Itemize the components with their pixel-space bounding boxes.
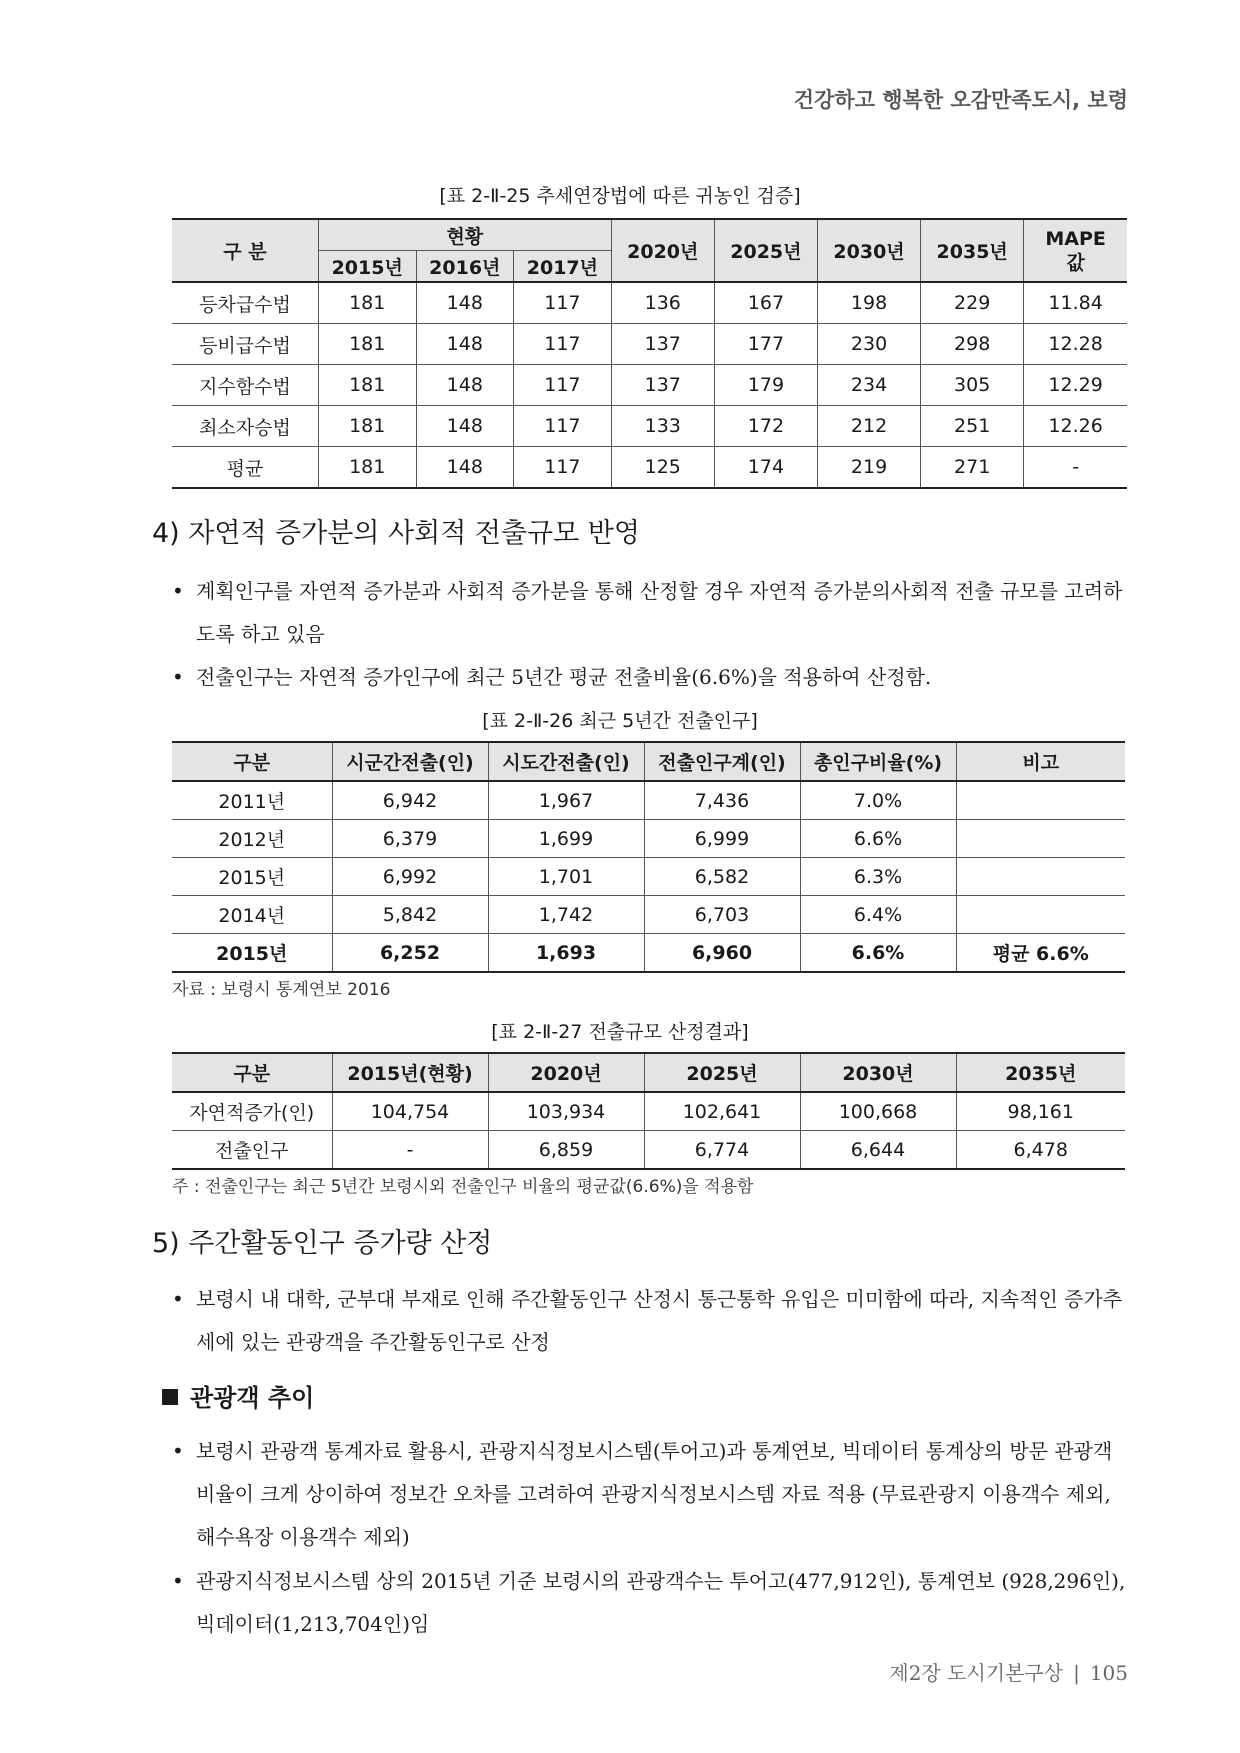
- table-cell: 6,644: [800, 1131, 956, 1170]
- table-row: [172, 282, 1127, 324]
- table-cell: 212: [817, 406, 920, 447]
- table1-head-current: 현황: [318, 219, 611, 251]
- table-cell: 181: [318, 282, 416, 324]
- table-cell: [956, 858, 1125, 896]
- table-cell: 137: [611, 365, 714, 406]
- section5-title: 5) 주간활동인구 증가량 산정: [152, 1228, 493, 1259]
- table1-head-year: 2025년: [714, 219, 817, 282]
- table-cell: [956, 820, 1125, 858]
- table-cell: 7,436: [644, 781, 800, 820]
- page-footer: [889, 1657, 1128, 1686]
- table-row: [172, 858, 1125, 896]
- table-row: [172, 896, 1125, 934]
- table1-head-year: 2015년: [318, 251, 416, 283]
- table-cell: -: [1024, 447, 1127, 489]
- bullet-dot: •: [172, 579, 184, 603]
- table2-header: 시군간전출(인): [332, 742, 488, 781]
- bullet-text: 보령시 내 대학, 군부대 부재로 인해 주간활동인구 산정시 통근통학 유입은 미미함에 따라, 지속적인 증가추세에 있는 관광객을 주간활동인구로 산정: [196, 1287, 1123, 1354]
- table3-note: 주 : 전출인구는 최근 5년간 보령시외 전출인구 비율의 평균값(6.6%)을 적용함: [172, 1177, 754, 1197]
- table-cell: 평균 6.6%: [956, 934, 1125, 973]
- page-number: 105: [1089, 1661, 1128, 1685]
- table-cell: 6,774: [644, 1131, 800, 1170]
- table-row: [172, 365, 1127, 406]
- table3-header: 2015년(현황): [332, 1053, 488, 1092]
- table-cell: 133: [611, 406, 714, 447]
- table-row: [172, 1092, 1125, 1131]
- table-cell: 등비급수법: [172, 324, 318, 365]
- table-row: [172, 820, 1125, 858]
- table-cell: 6,992: [332, 858, 488, 896]
- table2-caption: [표 2-Ⅱ-26 최근 5년간 전출인구]: [482, 710, 758, 732]
- table-cell: 12.29: [1024, 365, 1127, 406]
- bullet-dot: •: [172, 665, 184, 689]
- table-cell: 148: [416, 365, 514, 406]
- table-cell: 100,668: [800, 1092, 956, 1131]
- bullet-text: 전출인구는 자연적 증가인구에 최근 5년간 평균 전출비율(6.6%)을 적용하여 산정함.: [196, 665, 932, 689]
- bullet-text: 계획인구를 자연적 증가분과 사회적 증가분을 통해 산정할 경우 자연적 증가분의사회적 전출 규모를 고려하도록 하고 있음: [196, 579, 1123, 646]
- table2-header: 비고: [956, 742, 1125, 781]
- table-row: [172, 447, 1127, 489]
- table-cell: [956, 781, 1125, 820]
- bullet-paragraph: [172, 656, 1127, 699]
- footer-chapter: 제2장 도시기본구상: [889, 1661, 1064, 1685]
- table-cell: 6,252: [332, 934, 488, 973]
- table-cell: 179: [714, 365, 817, 406]
- table-cell: 6,942: [332, 781, 488, 820]
- table-row: [172, 934, 1125, 973]
- table1-head-year: 2030년: [817, 219, 920, 282]
- table2: [172, 741, 1125, 973]
- table-cell: 평균: [172, 447, 318, 489]
- bullet-paragraph: [172, 1278, 1127, 1364]
- table-row: [172, 1131, 1125, 1170]
- table-cell: 137: [611, 324, 714, 365]
- table2-header: 구분: [172, 742, 332, 781]
- table1-head-year: 2035년: [921, 219, 1024, 282]
- table-cell: 1,742: [488, 896, 644, 934]
- table-cell: 136: [611, 282, 714, 324]
- table-cell: 177: [714, 324, 817, 365]
- table1: [172, 218, 1127, 489]
- table-cell: 전출인구: [172, 1131, 332, 1170]
- table-cell: 98,161: [956, 1092, 1125, 1131]
- table-cell: 7.0%: [800, 781, 956, 820]
- table3-header: 구분: [172, 1053, 332, 1092]
- table-cell: 103,934: [488, 1092, 644, 1131]
- table-cell: 117: [514, 282, 612, 324]
- table-cell: 271: [921, 447, 1024, 489]
- bullet-dot: •: [172, 1287, 184, 1311]
- table-cell: 2012년: [172, 820, 332, 858]
- table1-head-year: 2016년: [416, 251, 514, 283]
- tourism-title: 관광객 추이: [190, 1384, 315, 1412]
- running-header: 건강하고 행복한 오감만족도시, 보령: [793, 88, 1128, 112]
- table1-head-year: 2017년: [514, 251, 612, 283]
- table1-caption: [표 2-Ⅱ-25 추세연장법에 따른 귀농인 검증]: [439, 185, 801, 207]
- table2-header: 시도간전출(인): [488, 742, 644, 781]
- table-cell: 305: [921, 365, 1024, 406]
- tourism-subhead: [162, 1378, 314, 1413]
- table-cell: 2015년: [172, 858, 332, 896]
- table2-header: 총인구비율(%): [800, 742, 956, 781]
- table1-head-mape: MAPE 값: [1024, 219, 1127, 282]
- table3-caption: [표 2-Ⅱ-27 전출규모 산정결과]: [491, 1021, 749, 1043]
- table-cell: 6,960: [644, 934, 800, 973]
- table-cell: 251: [921, 406, 1024, 447]
- bullet-dot: •: [172, 1569, 184, 1593]
- table-cell: 172: [714, 406, 817, 447]
- table-cell: 102,641: [644, 1092, 800, 1131]
- table-cell: 125: [611, 447, 714, 489]
- bullet-text: 관광지식정보시스템 상의 2015년 기준 보령시의 관광객수는 투어고(477,912인), 통계연보 (928,296인), 빅데이터(1,213,704인)임: [196, 1569, 1126, 1636]
- table-cell: 148: [416, 447, 514, 489]
- table-cell: 181: [318, 447, 416, 489]
- table1-head-group: 구 분: [172, 219, 318, 282]
- table3-header: 2030년: [800, 1053, 956, 1092]
- table-cell: 6,703: [644, 896, 800, 934]
- bullet-dot: •: [172, 1439, 184, 1463]
- table-cell: 298: [921, 324, 1024, 365]
- bullet-text: 보령시 관광객 통계자료 활용시, 관광지식정보시스템(투어고)과 통계연보, 빅데이터 통계상의 방문 관광객 비율이 크게 상이하여 정보간 오차를 고려하여 관광지식정보시스템 자료 적용 (무료관광지 이용객수 제외, 해수욕장 이용객수 제외): [196, 1439, 1113, 1549]
- table-cell: 2015년: [172, 934, 332, 973]
- table-cell: 2011년: [172, 781, 332, 820]
- table-cell: 자연적증가(인): [172, 1092, 332, 1131]
- bullet-paragraph: [172, 570, 1127, 656]
- table-cell: 6.6%: [800, 934, 956, 973]
- table-cell: 지수함수법: [172, 365, 318, 406]
- table-cell: 6,999: [644, 820, 800, 858]
- table-cell: 181: [318, 324, 416, 365]
- table-cell: 5,842: [332, 896, 488, 934]
- table1-head-year: 2020년: [611, 219, 714, 282]
- table-cell: 230: [817, 324, 920, 365]
- table-row: [172, 324, 1127, 365]
- table-cell: 6,478: [956, 1131, 1125, 1170]
- table-cell: 6,379: [332, 820, 488, 858]
- table-cell: 117: [514, 406, 612, 447]
- table3-header: 2025년: [644, 1053, 800, 1092]
- table-cell: 2014년: [172, 896, 332, 934]
- table-cell: 234: [817, 365, 920, 406]
- table-cell: 148: [416, 282, 514, 324]
- table2-source: 자료 : 보령시 통계연보 2016: [172, 980, 391, 1000]
- table-cell: 229: [921, 282, 1024, 324]
- table-cell: 6.4%: [800, 896, 956, 934]
- table-cell: 1,701: [488, 858, 644, 896]
- table-cell: 6.6%: [800, 820, 956, 858]
- table-cell: 12.26: [1024, 406, 1127, 447]
- table-cell: 최소자승법: [172, 406, 318, 447]
- table2-header: 전출인구계(인): [644, 742, 800, 781]
- table-row: [172, 406, 1127, 447]
- table-cell: 104,754: [332, 1092, 488, 1131]
- table-cell: 12.28: [1024, 324, 1127, 365]
- table-cell: 181: [318, 365, 416, 406]
- table-cell: 198: [817, 282, 920, 324]
- bullet-paragraph: [172, 1560, 1127, 1646]
- square-bullet-icon: [162, 1389, 178, 1405]
- table-cell: 181: [318, 406, 416, 447]
- table-cell: 117: [514, 447, 612, 489]
- table-cell: 6,582: [644, 858, 800, 896]
- table-cell: 219: [817, 447, 920, 489]
- table-cell: 등차급수법: [172, 282, 318, 324]
- bullet-paragraph: [172, 1430, 1127, 1559]
- table-cell: 1,967: [488, 781, 644, 820]
- table3-header: 2035년: [956, 1053, 1125, 1092]
- table-cell: 6,859: [488, 1131, 644, 1170]
- table3: [172, 1052, 1125, 1170]
- table-cell: -: [332, 1131, 488, 1170]
- table-cell: 1,699: [488, 820, 644, 858]
- table-cell: 148: [416, 406, 514, 447]
- table-row: [172, 781, 1125, 820]
- table-cell: 11.84: [1024, 282, 1127, 324]
- table-cell: 1,693: [488, 934, 644, 973]
- table-cell: 117: [514, 324, 612, 365]
- footer-separator: |: [1073, 1661, 1080, 1685]
- table-cell: [956, 896, 1125, 934]
- table-cell: 117: [514, 365, 612, 406]
- table-cell: 148: [416, 324, 514, 365]
- table-cell: 6.3%: [800, 858, 956, 896]
- table-cell: 167: [714, 282, 817, 324]
- table3-header: 2020년: [488, 1053, 644, 1092]
- section4-title: 4) 자연적 증가분의 사회적 전출규모 반영: [152, 518, 640, 549]
- table-cell: 174: [714, 447, 817, 489]
